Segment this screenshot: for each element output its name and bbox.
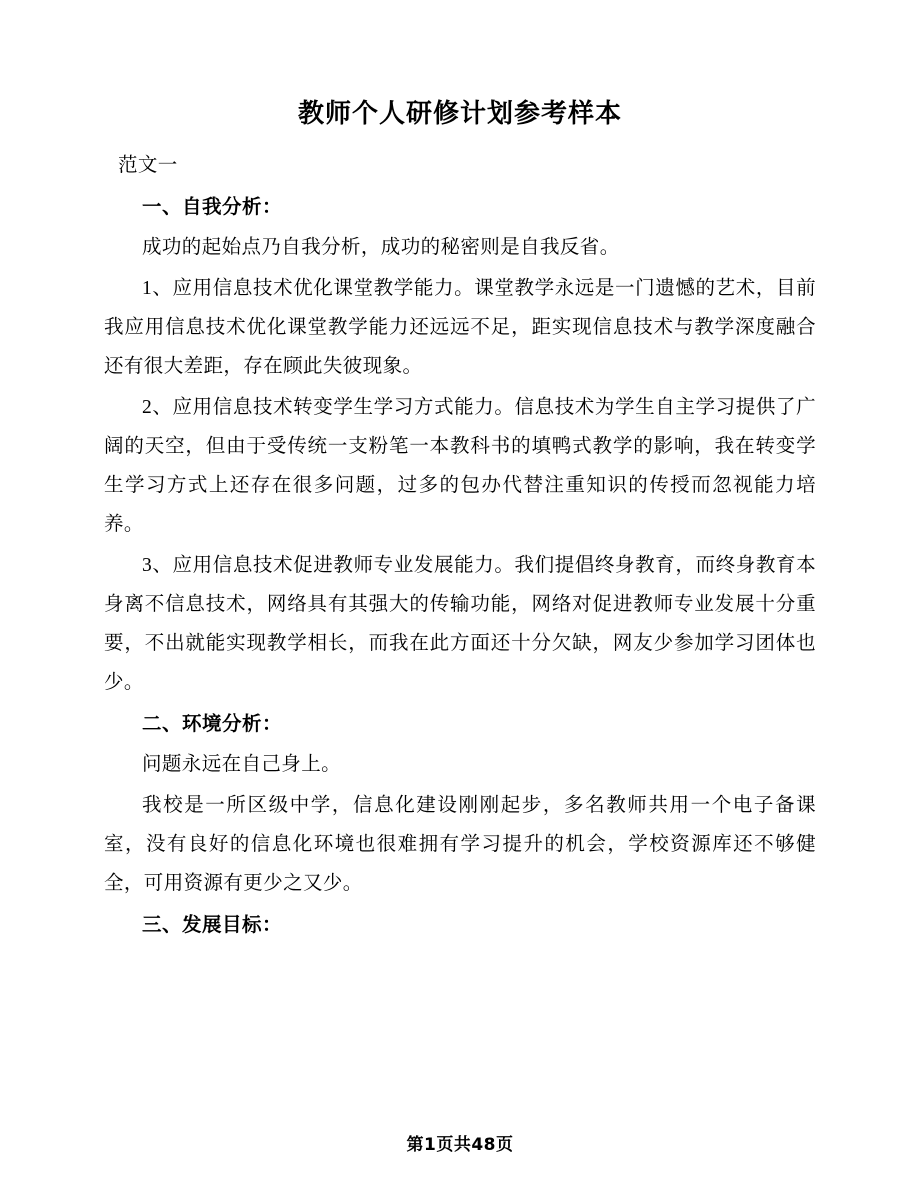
section-heading-2: 二、环境分析： bbox=[142, 712, 283, 736]
document-subtitle: 范文一 bbox=[118, 155, 178, 177]
section-1-paragraph-2: 1、应用信息技术优化课堂教学能力。课堂教学永远是一门遗憾的艺术，目前我应用信息技术优化课堂教学能力还远远不足，距实现信息技术与教学深度融合还有很大差距，存在顾此失彼现象。 bbox=[104, 278, 816, 378]
section-heading-3: 三、发展目标： bbox=[142, 913, 283, 937]
section-1-paragraph-3: 2、应用信息技术转变学生学习方式能力。信息技术为学生自主学习提供了广阔的天空，但由于受传统一支粉笔一本教科书的填鸭式教学的影响，我在转变学生学习方式上还存在很多问题，过多的包办代替注重知识的传授而忽视能力培养。 bbox=[104, 397, 816, 536]
page-title: 教师个人研修计划参考样本 bbox=[297, 99, 622, 129]
section-heading-1: 一、自我分析： bbox=[142, 195, 283, 219]
section-1-paragraph-4: 3、应用信息技术促进教师专业发展能力。我们提倡终身教育，而终身教育本身离不信息技术，网络具有其强大的传输功能，网络对促进教师专业发展十分重要，不出就能实现教学相长，而我在此方面还十分欠缺，网友少参加学习团体也少。 bbox=[104, 555, 816, 694]
section-2-paragraph-2: 我校是一所区级中学，信息化建设刚刚起步，多名教师共用一个电子备课室，没有良好的信息化环境也很难拥有学习提升的机会，学校资源库还不够健全，可用资源有更少之又少。 bbox=[104, 795, 816, 895]
section-1-paragraph-1: 成功的起始点乃自我分析，成功的秘密则是自我反省。 bbox=[142, 237, 620, 259]
section-2-paragraph-1: 问题永远在自己身上。 bbox=[142, 754, 342, 776]
page-footer: 第1页共48页 bbox=[406, 1135, 514, 1155]
